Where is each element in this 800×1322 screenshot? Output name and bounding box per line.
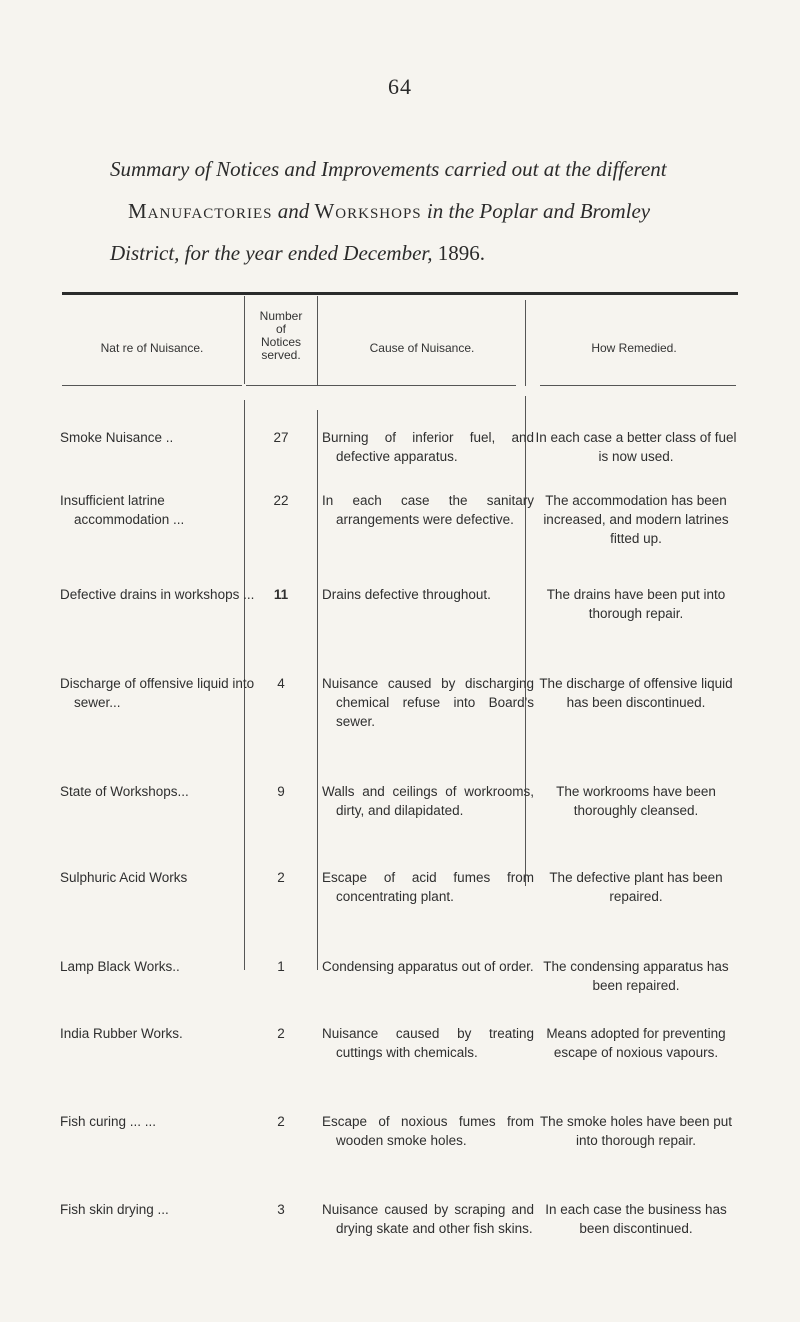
page-number: 64 — [388, 74, 412, 99]
row-number: 4 — [277, 676, 285, 691]
header-number: Number of Notices served. — [259, 309, 303, 362]
row-nature: Discharge of offensive liquid into sewer... — [60, 676, 255, 710]
header-separator — [62, 385, 242, 386]
row-nature: Fish curing ... ... — [60, 1114, 157, 1129]
row-cause: Escape of noxious fumes from wooden smoke holes. — [322, 1114, 534, 1148]
row-cause: Walls and ceilings of workrooms, dirty, and dilapidated. — [322, 784, 534, 818]
header-nature: Nat re of Nuisance. — [100, 341, 204, 355]
row-remedy: Means adopted for preventing escape of noxious vapours. — [546, 1026, 726, 1060]
row-remedy: In each case the business has been discontinued. — [545, 1202, 727, 1236]
title-district-name: in the Poplar and Bromley — [426, 199, 651, 223]
title-manufactories: Manufactories — [128, 199, 273, 223]
row-number: 2 — [277, 1114, 285, 1129]
column-divider — [317, 410, 318, 970]
row-nature: Sulphuric Acid Works — [60, 870, 188, 885]
row-number: 2 — [277, 1026, 285, 1041]
row-nature: Lamp Black Works.. — [60, 959, 180, 974]
header-separator — [540, 385, 736, 386]
row-remedy: In each case a better class of fuel is now used. — [535, 430, 737, 464]
row-number: 22 — [273, 493, 289, 508]
row-number: 2 — [277, 870, 285, 885]
title-line-2 — [110, 190, 750, 232]
row-nature: India Rubber Works. — [60, 1026, 183, 1041]
row-remedy: The accommodation has been increased, and modern latrines fitted up. — [543, 493, 729, 546]
title-year: 1896. — [437, 241, 485, 265]
row-remedy: The workrooms have been thoroughly cleansed. — [556, 784, 716, 818]
row-remedy: The condensing apparatus has been repaired. — [543, 959, 729, 993]
row-cause: Burning of inferior fuel, and defective apparatus. — [322, 430, 534, 464]
row-number: 3 — [277, 1202, 285, 1217]
row-number: 9 — [277, 784, 285, 799]
header-cause: Cause of Nuisance. — [369, 341, 475, 355]
row-cause: Condensing apparatus out of order. — [322, 959, 534, 974]
column-divider — [525, 300, 526, 386]
row-cause: Drains defective throughout. — [322, 587, 491, 602]
row-cause: Nuisance caused by discharging chemical refuse into Board's sewer. — [322, 676, 534, 729]
column-divider — [317, 296, 318, 386]
row-nature: Fish skin drying ... — [60, 1202, 169, 1217]
row-number: 11 — [273, 587, 289, 602]
row-nature: Defective drains in workshops ... — [60, 587, 255, 602]
row-cause: Escape of acid fumes from concentrating plant. — [322, 870, 534, 904]
table-top-rule — [62, 292, 738, 295]
row-number: 27 — [273, 430, 289, 445]
title-and: and — [277, 199, 310, 223]
title-period: District, for the year ended December, — [110, 241, 433, 265]
row-cause: Nuisance caused by scraping and drying skate and other fish skins. — [322, 1202, 534, 1236]
row-cause: In each case the sanitary arrangements were defective. — [322, 493, 534, 527]
row-nature: Smoke Nuisance .. — [60, 430, 174, 445]
header-remedy: How Remedied. — [591, 341, 677, 355]
row-remedy: The discharge of offensive liquid has been discontinued. — [539, 676, 733, 710]
title-line-1: Summary of Notices and Improvements carried out at the different — [110, 157, 667, 181]
row-nature: Insufficient latrine accommodation ... — [60, 493, 185, 527]
page-title — [110, 148, 750, 274]
row-remedy: The drains have been put into thorough repair. — [546, 587, 726, 621]
row-cause: Nuisance caused by treating cuttings with chemicals. — [322, 1026, 534, 1060]
column-divider — [244, 296, 245, 384]
title-line-3 — [110, 232, 750, 274]
title-workshops: Workshops — [314, 199, 422, 223]
header-separator — [246, 385, 516, 386]
row-nature: State of Workshops... — [60, 784, 189, 799]
row-remedy: The smoke holes have been put into thorough repair. — [539, 1114, 733, 1148]
row-number: 1 — [277, 959, 285, 974]
row-remedy: The defective plant has been repaired. — [549, 870, 723, 904]
